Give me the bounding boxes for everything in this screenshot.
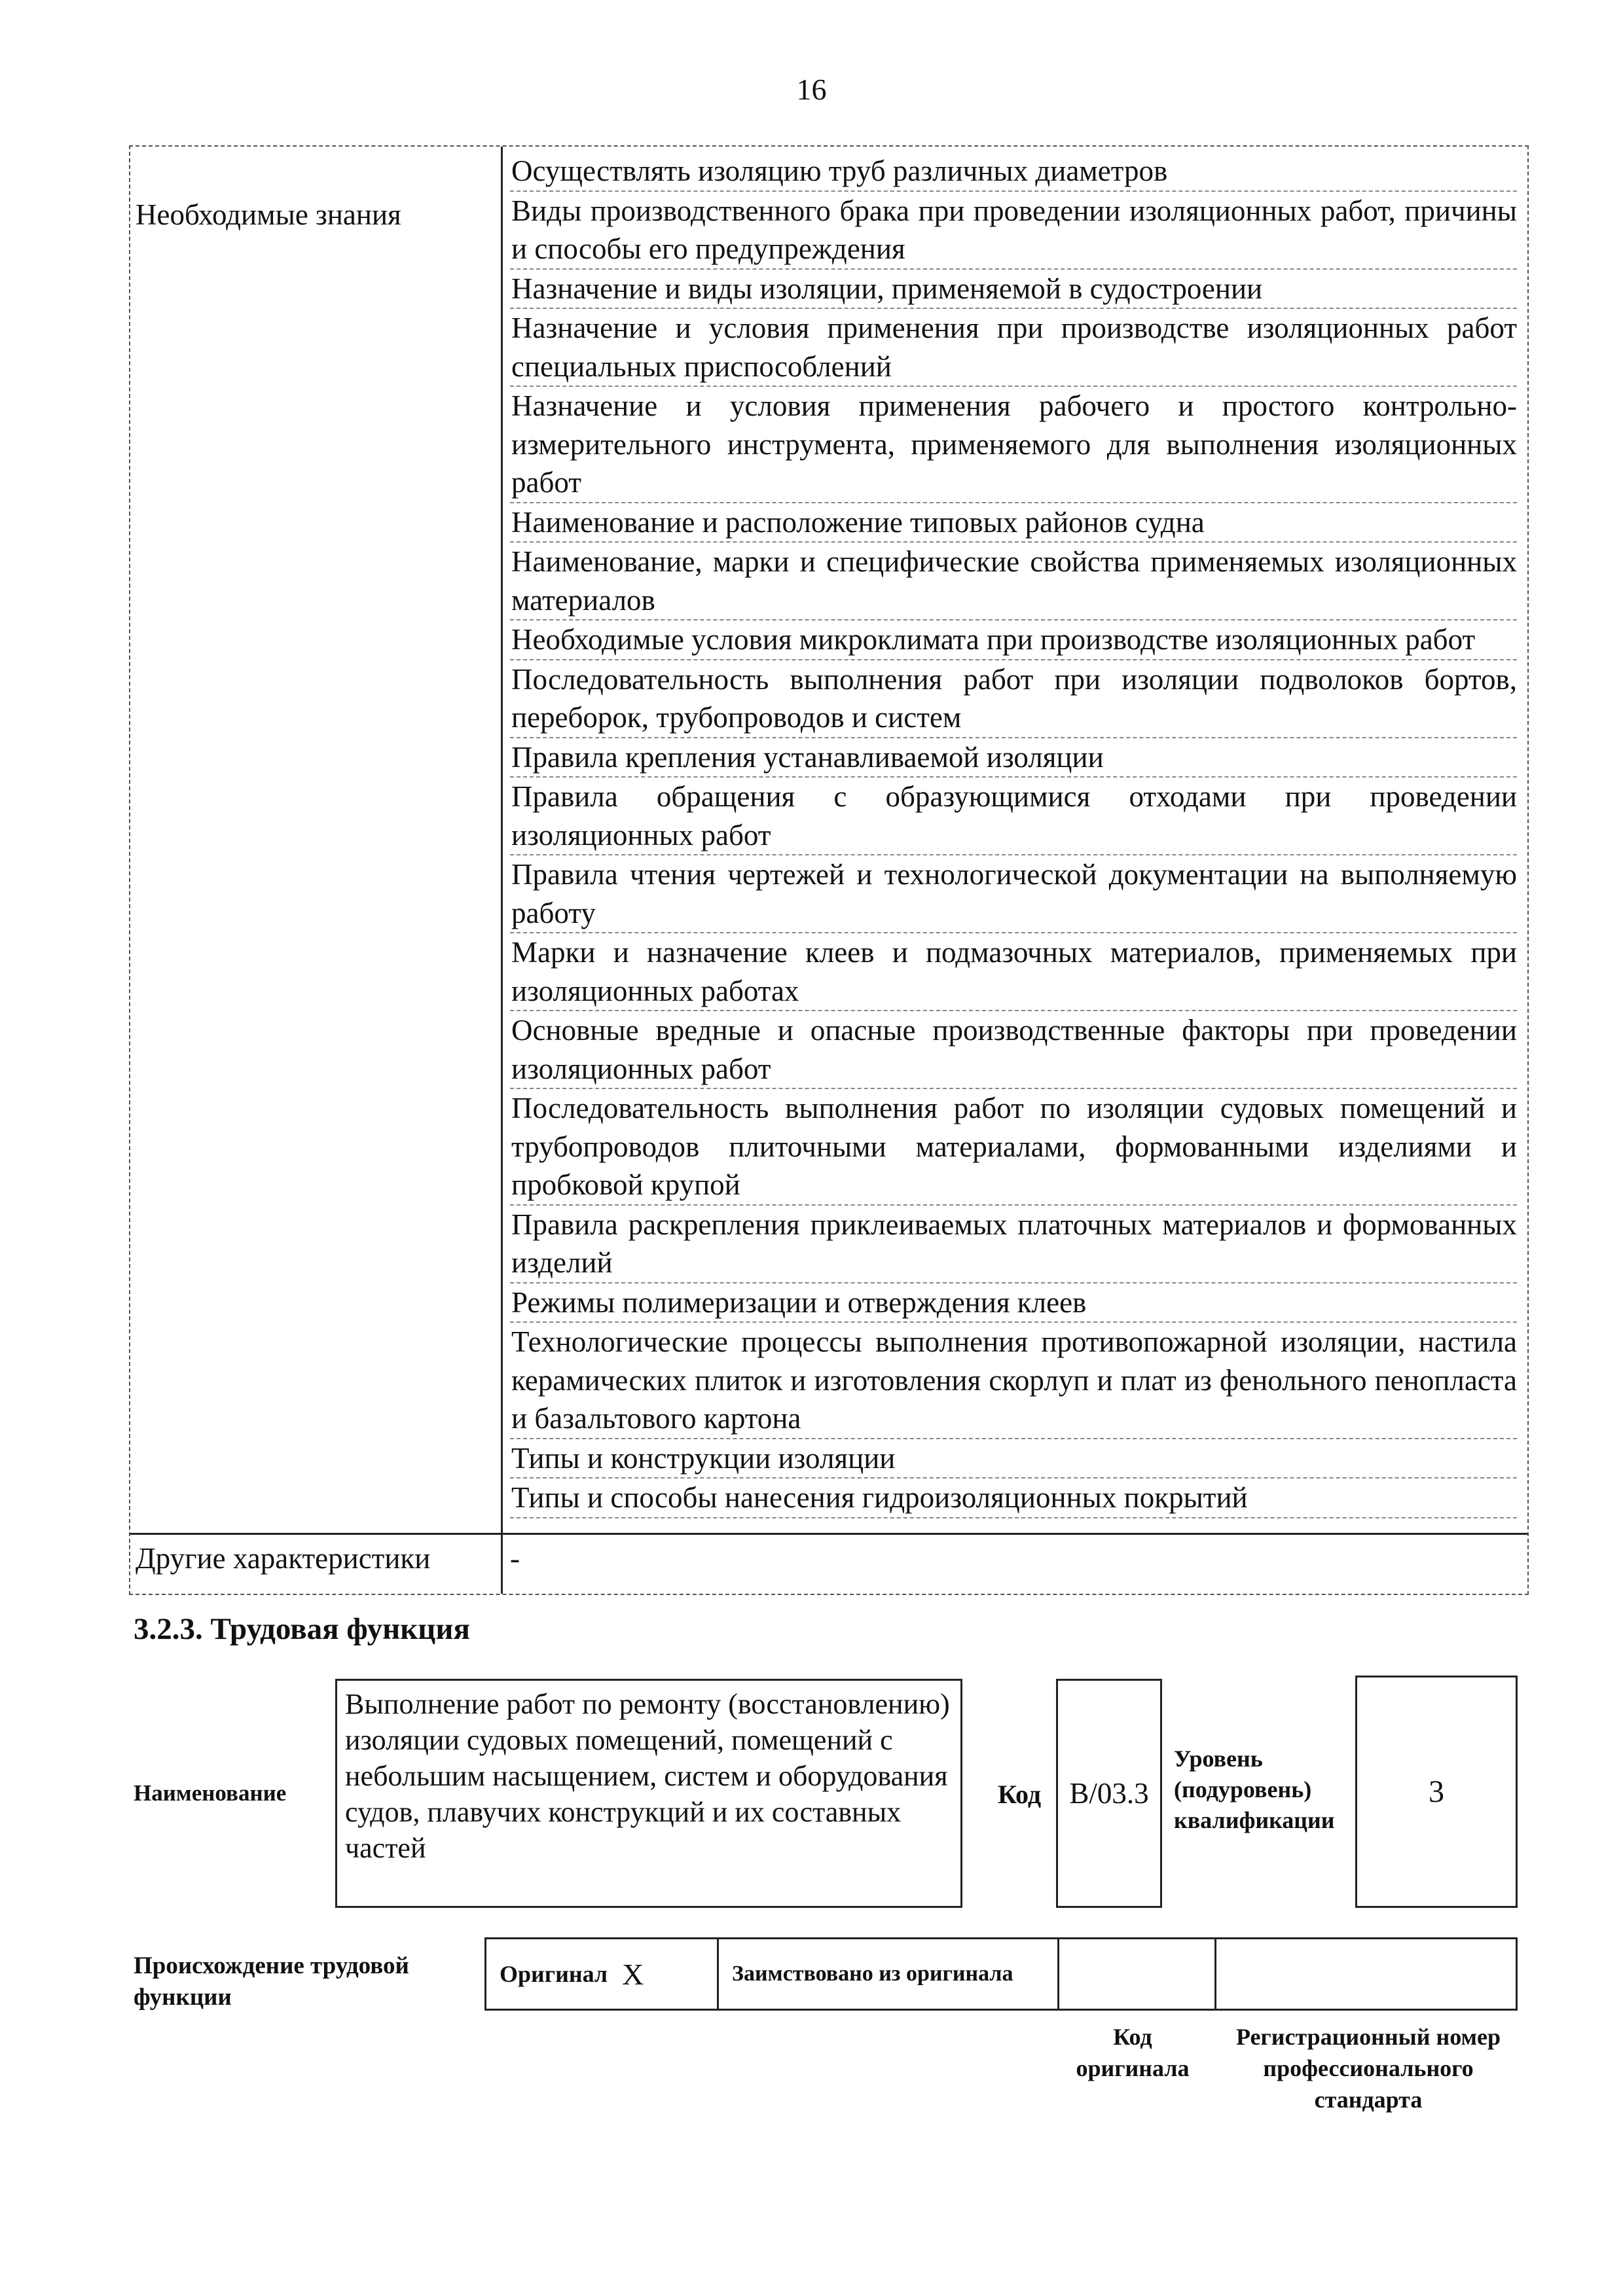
other-characteristics-label: Другие характеристики — [136, 1542, 431, 1575]
level-label: Уровень (подуровень) квалификации — [1174, 1746, 1335, 1833]
column-divider — [501, 147, 503, 1594]
original-mark: X — [622, 1957, 644, 1991]
borrowed-label: Заимствовано из оригинала — [732, 1962, 1013, 1986]
row-divider — [130, 1533, 1527, 1535]
list-item: Типы и способы нанесения гидроизоляционных покрытий — [510, 1479, 1517, 1518]
code-label: Код — [998, 1780, 1042, 1809]
origin-table — [484, 1937, 1518, 2011]
list-item: Назначение и условия применения при производстве изоляционных работ специальных приспособлений — [510, 309, 1517, 387]
knowledge-list — [510, 152, 1517, 1518]
list-item: Основные вредные и опасные производственные факторы при проведении изоляционных работ — [510, 1011, 1517, 1089]
level-box: 3 — [1355, 1676, 1518, 1908]
original-label: Оригинал — [500, 1961, 608, 1987]
code-caption: Код оригинала — [1076, 2024, 1190, 2081]
required-knowledge-label: Необходимые знания — [136, 198, 401, 231]
list-item: Правила крепления устанавливаемой изоляции — [510, 738, 1517, 778]
registration-caption: Регистрационный номер профессионального стандарта — [1235, 2024, 1501, 2113]
origin-label: Происхождение трудовой функции — [134, 1952, 409, 2011]
function-name-box: Выполнение работ по ремонту (восстановлению) изоляции судовых помещений, помещений с небольшим насыщением, систем и оборудования судов, плавучих конструкций и их составных частей — [335, 1679, 962, 1908]
list-item: Назначение и виды изоляции, применяемой в судостроении — [510, 270, 1517, 310]
list-item: Правила чтения чертежей и технологической документации на выполняемую работу — [510, 855, 1517, 933]
list-item: Технологические процессы выполнения противопожарной изоляции, настила керамических плиток и изготовления скорлуп и плат из фенольного пенопласта и базальтового картона — [510, 1323, 1517, 1439]
list-item: Наименование, марки и специфические свойства применяемых изоляционных материалов — [510, 543, 1517, 620]
original-cell — [486, 1939, 719, 2009]
section-title: 3.2.3. Трудовая функция — [134, 1612, 470, 1646]
code-box: B/03.3 — [1056, 1679, 1162, 1908]
list-item: Наименование и расположение типовых районов судна — [510, 503, 1517, 543]
borrowed-cell — [719, 1939, 1059, 2009]
list-item: Правила раскрепления приклеиваемых платочных материалов и формованных изделий — [510, 1206, 1517, 1283]
original-code-cell — [1059, 1939, 1216, 2009]
list-item: Марки и назначение клеев и подмазочных материалов, применяемых при изоляционных работах — [510, 933, 1517, 1011]
list-item: Последовательность выполнения работ по изоляции судовых помещений и трубопроводов плиточными материалами, формованными изделиями и пробковой крупой — [510, 1089, 1517, 1206]
list-item: Правила обращения с образующимися отходами при проведении изоляционных работ — [510, 778, 1517, 855]
list-item: Необходимые условия микроклимата при производстве изоляционных работ — [510, 620, 1517, 660]
list-item: Назначение и условия применения рабочего и простого контрольно-измерительного инструмента, применяемого для выполнения изоляционных работ — [510, 387, 1517, 503]
registration-number-cell — [1216, 1939, 1516, 2009]
knowledge-table — [129, 145, 1529, 1595]
list-item: Типы и конструкции изоляции — [510, 1439, 1517, 1479]
list-item: Осуществлять изоляцию труб различных диаметров — [510, 152, 1517, 192]
list-item: Виды производственного брака при проведении изоляционных работ, причины и способы его предупреждения — [510, 192, 1517, 270]
page-number: 16 — [796, 73, 827, 106]
other-characteristics-value: - — [510, 1542, 520, 1575]
name-label: Наименование — [134, 1780, 287, 1806]
list-item: Последовательность выполнения работ при изоляции подволоков бортов, переборок, трубопроводов и систем — [510, 660, 1517, 738]
list-item: Режимы полимеризации и отверждения клеев — [510, 1283, 1517, 1323]
